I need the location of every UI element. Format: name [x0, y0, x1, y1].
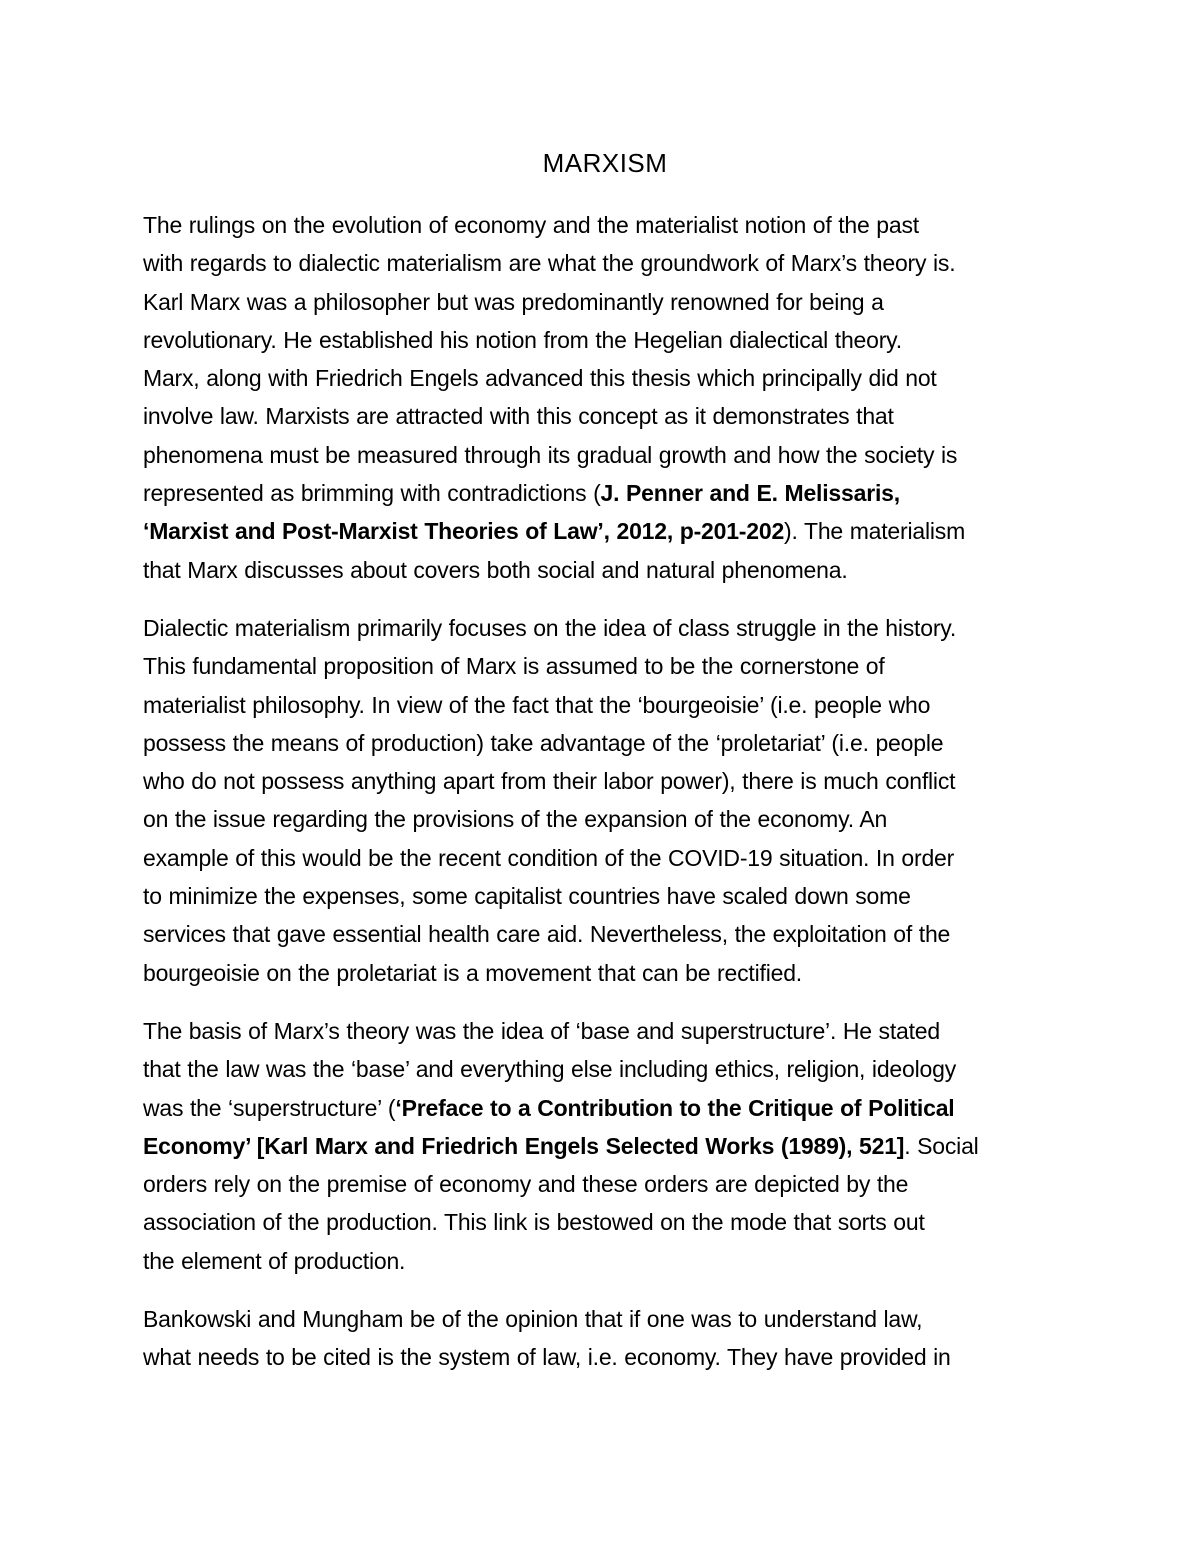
- text-line: Bankowski and Mungham be of the opinion that if one was to understand law,: [143, 1306, 923, 1333]
- document-body: [143, 206, 1063, 1397]
- text-line: Marx, along with Friedrich Engels advanced this thesis which principally did not: [143, 365, 937, 392]
- text-line: to minimize the expenses, some capitalist countries have scaled down some: [143, 883, 911, 910]
- page-title: MARXISM: [542, 148, 668, 178]
- text-line: [143, 1127, 1063, 1165]
- text-line: on the issue regarding the provisions of the expansion of the economy. An: [143, 806, 888, 833]
- paragraph-3: [143, 1012, 1063, 1280]
- paragraph-1: [143, 206, 1063, 589]
- citation-bold: J. Penner and E. Melissaris,: [600, 480, 900, 507]
- citation-bold: ‘Preface to a Contribution to the Critique of Political: [395, 1094, 955, 1121]
- text-line: The basis of Marx’s theory was the idea of ‘base and superstructure’. He stated: [143, 1017, 940, 1044]
- text-line: Dialectic materialism primarily focuses on the idea of class struggle in the history.: [143, 614, 957, 641]
- text-line: example of this would be the recent condition of the COVID-19 situation. In order: [143, 844, 955, 871]
- text-segment: was the ‘superstructure’ (: [143, 1094, 396, 1121]
- text-line: services that gave essential health care aid. Nevertheless, the exploitation of the: [143, 921, 951, 948]
- text-line: the element of production.: [143, 1247, 406, 1274]
- text-line: that the law was the ‘base’ and everything else including ethics, religion, ideology: [143, 1056, 957, 1083]
- text-line: association of the production. This link is bestowed on the mode that sorts out: [143, 1209, 925, 1236]
- text-line: what needs to be cited is the system of law, i.e. economy. They have provided in: [143, 1344, 951, 1371]
- text-line: revolutionary. He established his notion from the Hegelian dialectical theory.: [143, 326, 902, 353]
- text-line: possess the means of production) take advantage of the ‘proletariat’ (i.e. people: [143, 729, 944, 756]
- citation-bold: Economy’ [Karl Marx and Friedrich Engels Selected Works (1989), 521]: [143, 1132, 905, 1159]
- paragraph-4: [143, 1300, 1063, 1377]
- text-line: bourgeoisie on the proletariat is a movement that can be rectified.: [143, 959, 802, 986]
- paragraph-2: [143, 609, 1063, 992]
- text-segment: . Social: [904, 1132, 979, 1159]
- text-segment: ). The materialism: [784, 518, 966, 545]
- text-line: [143, 474, 1063, 512]
- text-line: with regards to dialectic materialism are what the groundwork of Marx’s theory is.: [143, 250, 956, 277]
- text-line: This fundamental proposition of Marx is assumed to be the cornerstone of: [143, 653, 885, 680]
- text-line: who do not possess anything apart from their labor power), there is much conflict: [143, 768, 956, 795]
- text-line: involve law. Marxists are attracted with this concept as it demonstrates that: [143, 403, 894, 430]
- text-line: phenomena must be measured through its gradual growth and how the society is: [143, 441, 958, 468]
- text-line: [143, 1089, 1063, 1127]
- text-line: orders rely on the premise of economy and these orders are depicted by the: [143, 1171, 909, 1198]
- text-line: materialist philosophy. In view of the fact that the ‘bourgeoisie’ (i.e. people who: [143, 691, 931, 718]
- text-line: Karl Marx was a philosopher but was predominantly renowned for being a: [143, 288, 884, 315]
- text-line: that Marx discusses about covers both social and natural phenomena.: [143, 556, 848, 583]
- text-line: The rulings on the evolution of economy and the materialist notion of the past: [143, 212, 919, 238]
- text-segment: represented as brimming with contradictions (: [143, 480, 601, 507]
- citation-bold: ‘Marxist and Post-Marxist Theories of Law’, 2012, p-201-202: [143, 518, 785, 545]
- text-line: [143, 512, 1063, 550]
